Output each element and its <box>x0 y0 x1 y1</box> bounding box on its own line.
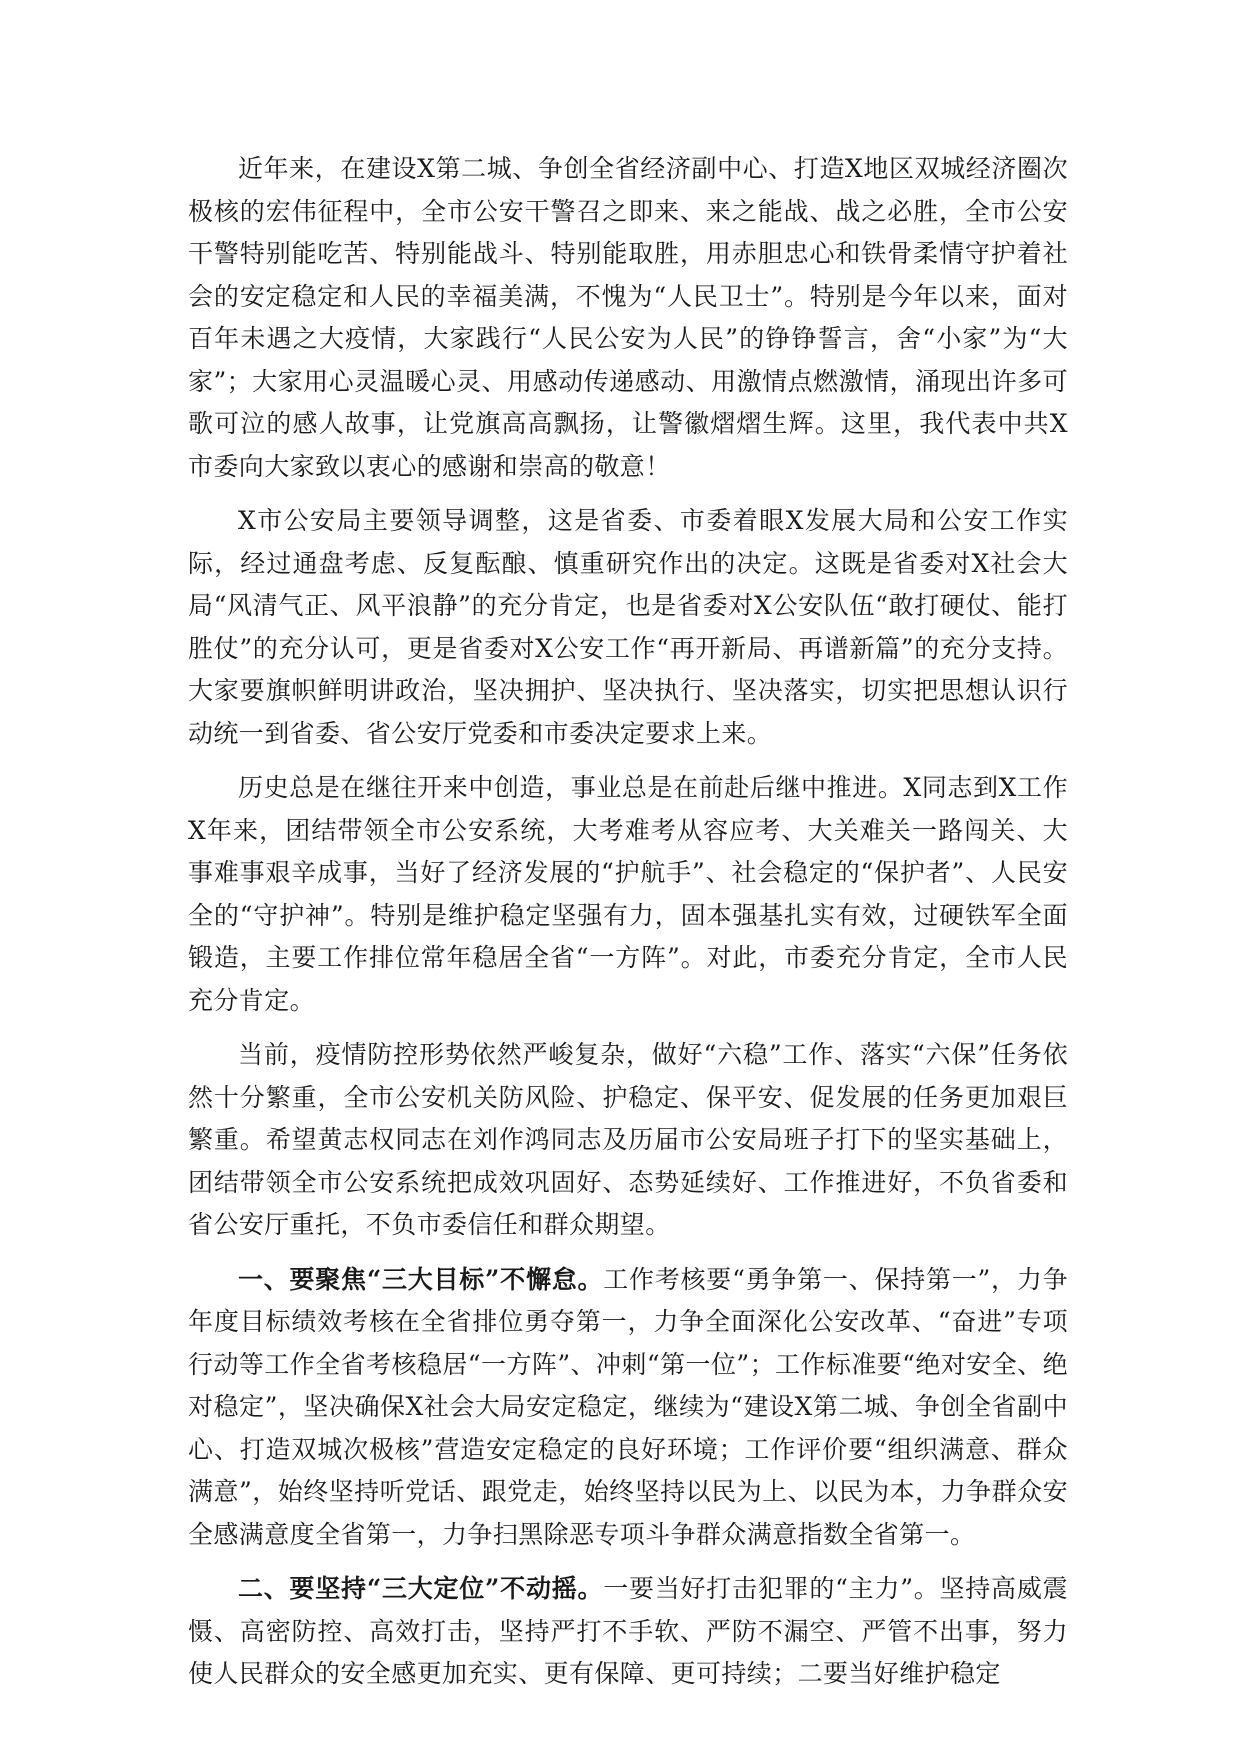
paragraph <box>188 148 1068 488</box>
paragraph <box>188 500 1068 755</box>
paragraph-text: 一要当好打击犯罪的“主力”。坚持高威震慑、高密防控、高效打击，坚持严打不手软、严防不漏空、严管不出事，努力使人民群众的安全感更加充实、更有保障、更可持续；二要当好维护稳定 <box>188 1574 1068 1688</box>
paragraph-text: X市公安局主要领导调整，这是省委、市委着眼X发展大局和公安工作实际，经过通盘考虑、反复酝酿、慎重研究作出的决定。这既是省委对X社会大局“风清气正、风平浪静”的充分肯定，也是省委对X公安队伍“敢打硬仗、能打胜仗”的充分认可，更是省委对X公安工作“再开新局、再谱新篇”的充分支持。大家要旗帜鲜明讲政治，坚决拥护、坚决执行、坚决落实，切实把思想认识行动统一到省委、省公安厅党委和市委决定要求上来。 <box>188 506 1068 748</box>
paragraph-text: 历史总是在继往开来中创造，事业总是在前赴后继中推进。X同志到X工作X年来，团结带领全市公安系统，大考难考从容应考、大关难关一路闯关、大事难事艰辛成事，当好了经济发展的“护航手”、社会稳定的“保护者”、人民安全的“守护神”。特别是维护稳定坚强有力，固本强基扎实有效，过硬铁军全面锻造，主要工作排位常年稳居全省“一方阵”。对此，市委充分肯定，全市人民充分肯定。 <box>188 773 1068 1015</box>
paragraph-lead: 二、要坚持“三大定位”不动摇。 <box>238 1574 604 1603</box>
paragraph <box>188 1568 1068 1696</box>
paragraph-lead: 一、要聚焦“三大目标”不懈怠。 <box>238 1264 604 1294</box>
paragraph <box>188 1034 1068 1247</box>
paragraph <box>188 1259 1068 1557</box>
paragraph <box>188 767 1068 1022</box>
paragraph-text: 当前，疫情防控形势依然严峻复杂，做好“六稳”工作、落实“六保”任务依然十分繁重，全市公安机关防风险、护稳定、保平安、促发展的任务更加艰巨繁重。希望黄志权同志在刘作鸿同志及历届市公安局班子打下的坚实基础上，团结带领全市公安系统把成效巩固好、态势延续好、工作推进好，不负省委和省公安厅重托，不负市委信任和群众期望。 <box>188 1040 1068 1239</box>
document-page <box>188 148 1068 1708</box>
paragraph-text: 近年来，在建设X第二城、争创全省经济副中心、打造X地区双城经济圈次极核的宏伟征程中，全市公安干警召之即来、来之能战、战之必胜，全市公安干警特别能吃苦、特别能战斗、特别能取胜，用赤胆忠心和铁骨柔情守护着社会的安定稳定和人民的幸福美满，不愧为“人民卫士”。特别是今年以来，面对百年未遇之大疫情，大家践行“人民公安为人民”的铮铮誓言，舍“小家”为“大家”；大家用心灵温暖心灵、用感动传递感动、用激情点燃激情，涌现出许多可歌可泣的感人故事，让党旗高高飘扬，让警徽熠熠生辉。这里，我代表中共X市委向大家致以衷心的感谢和崇高的敬意！ <box>188 154 1068 481</box>
paragraph-text: 工作考核要“勇争第一、保持第一”，力争年度目标绩效考核在全省排位勇夺第一，力争全面深化公安改革、“奋进”专项行动等工作全省考核稳居“一方阵”、冲刺“第一位”；工作标准要“绝对安全、绝对稳定”，坚决确保X社会大局安定稳定，继续为“建设X第二城、争创全省副中心、打造双城次极核”营造安定稳定的良好环境；工作评价要“组织满意、群众满意”，始终坚持听党话、跟党走，始终坚持以民为上、以民为本，力争群众安全感满意度全省第一，力争扫黑除恶专项斗争群众满意指数全省第一。 <box>188 1264 1068 1549</box>
